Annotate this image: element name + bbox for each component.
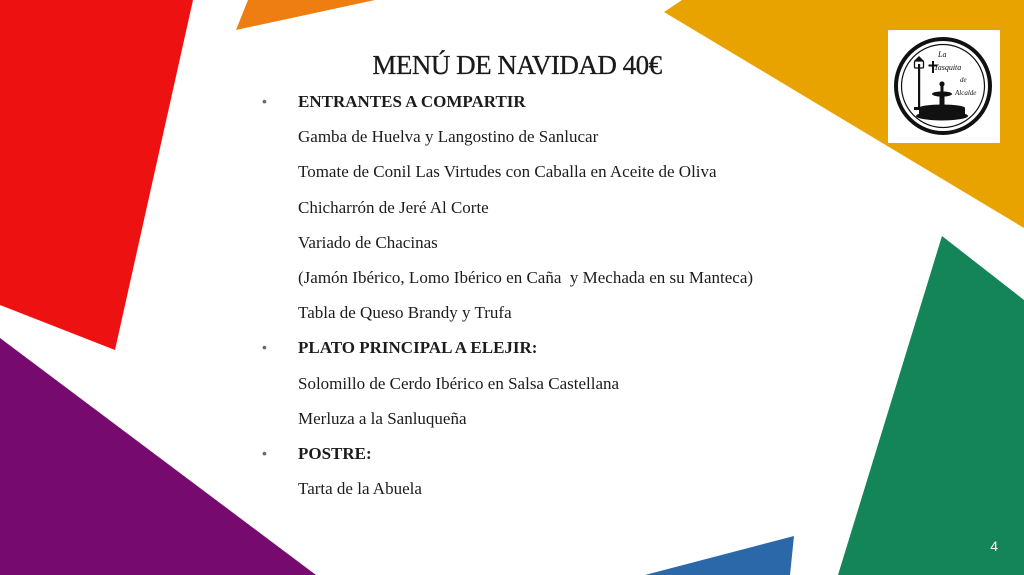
menu-item-text: Tarta de la Abuela	[298, 479, 422, 499]
menu-item	[262, 295, 902, 330]
menu-item	[262, 119, 902, 154]
menu-item-text: Gamba de Huelva y Langostino de Sanlucar	[298, 127, 599, 147]
menu-item	[262, 260, 902, 295]
menu-item	[262, 154, 902, 189]
slide-number: 4	[990, 538, 998, 554]
menu-item-text: (Jamón Ibérico, Lomo Ibérico en Caña y Mechada en su Manteca)	[298, 267, 754, 287]
logo-text-de: de	[960, 76, 967, 84]
logo-text-tasquita: Tasquita	[934, 63, 962, 72]
bullet-icon: •	[262, 93, 267, 109]
menu-item	[262, 401, 902, 436]
menu-item	[262, 471, 902, 506]
menu-item-text: Merluza a la Sanluqueña	[298, 408, 467, 428]
menu-item	[262, 225, 902, 260]
logo-text-la: La	[938, 50, 947, 59]
menu-section-heading-text: PLATO PRINCIPAL A ELEJIR:	[298, 338, 538, 358]
orange-shape	[236, 0, 375, 30]
page-title: MENÚ DE NAVIDAD 40€	[372, 50, 662, 80]
menu-section-heading-text: POSTRE:	[298, 443, 372, 463]
menu-list	[262, 84, 902, 506]
menu-item	[262, 190, 902, 225]
menu-item-text: Tabla de Queso Brandy y Trufa	[298, 303, 512, 323]
menu-item-text: Solomillo de Cerdo Ibérico en Salsa Castellana	[298, 373, 620, 393]
menu-section-heading-text: ENTRANTES A COMPARTIR	[298, 92, 526, 111]
blue-shape	[645, 536, 794, 575]
logo-text-alcalde: Alcalde	[955, 89, 977, 97]
menu-item	[262, 366, 902, 401]
restaurant-logo	[888, 30, 1000, 143]
bullet-icon: •	[262, 444, 267, 461]
menu-item-text: Variado de Chacinas	[298, 232, 438, 252]
menu-section-heading	[262, 330, 902, 365]
menu-section-heading	[262, 436, 902, 471]
bullet-icon: •	[262, 339, 267, 356]
menu-item-text: Tomate de Conil Las Virtudes con Caballa en Aceite de Oliva	[298, 162, 717, 182]
menu-section-heading	[262, 84, 902, 119]
menu-item-text: Chicharrón de Jeré Al Corte	[298, 197, 489, 217]
